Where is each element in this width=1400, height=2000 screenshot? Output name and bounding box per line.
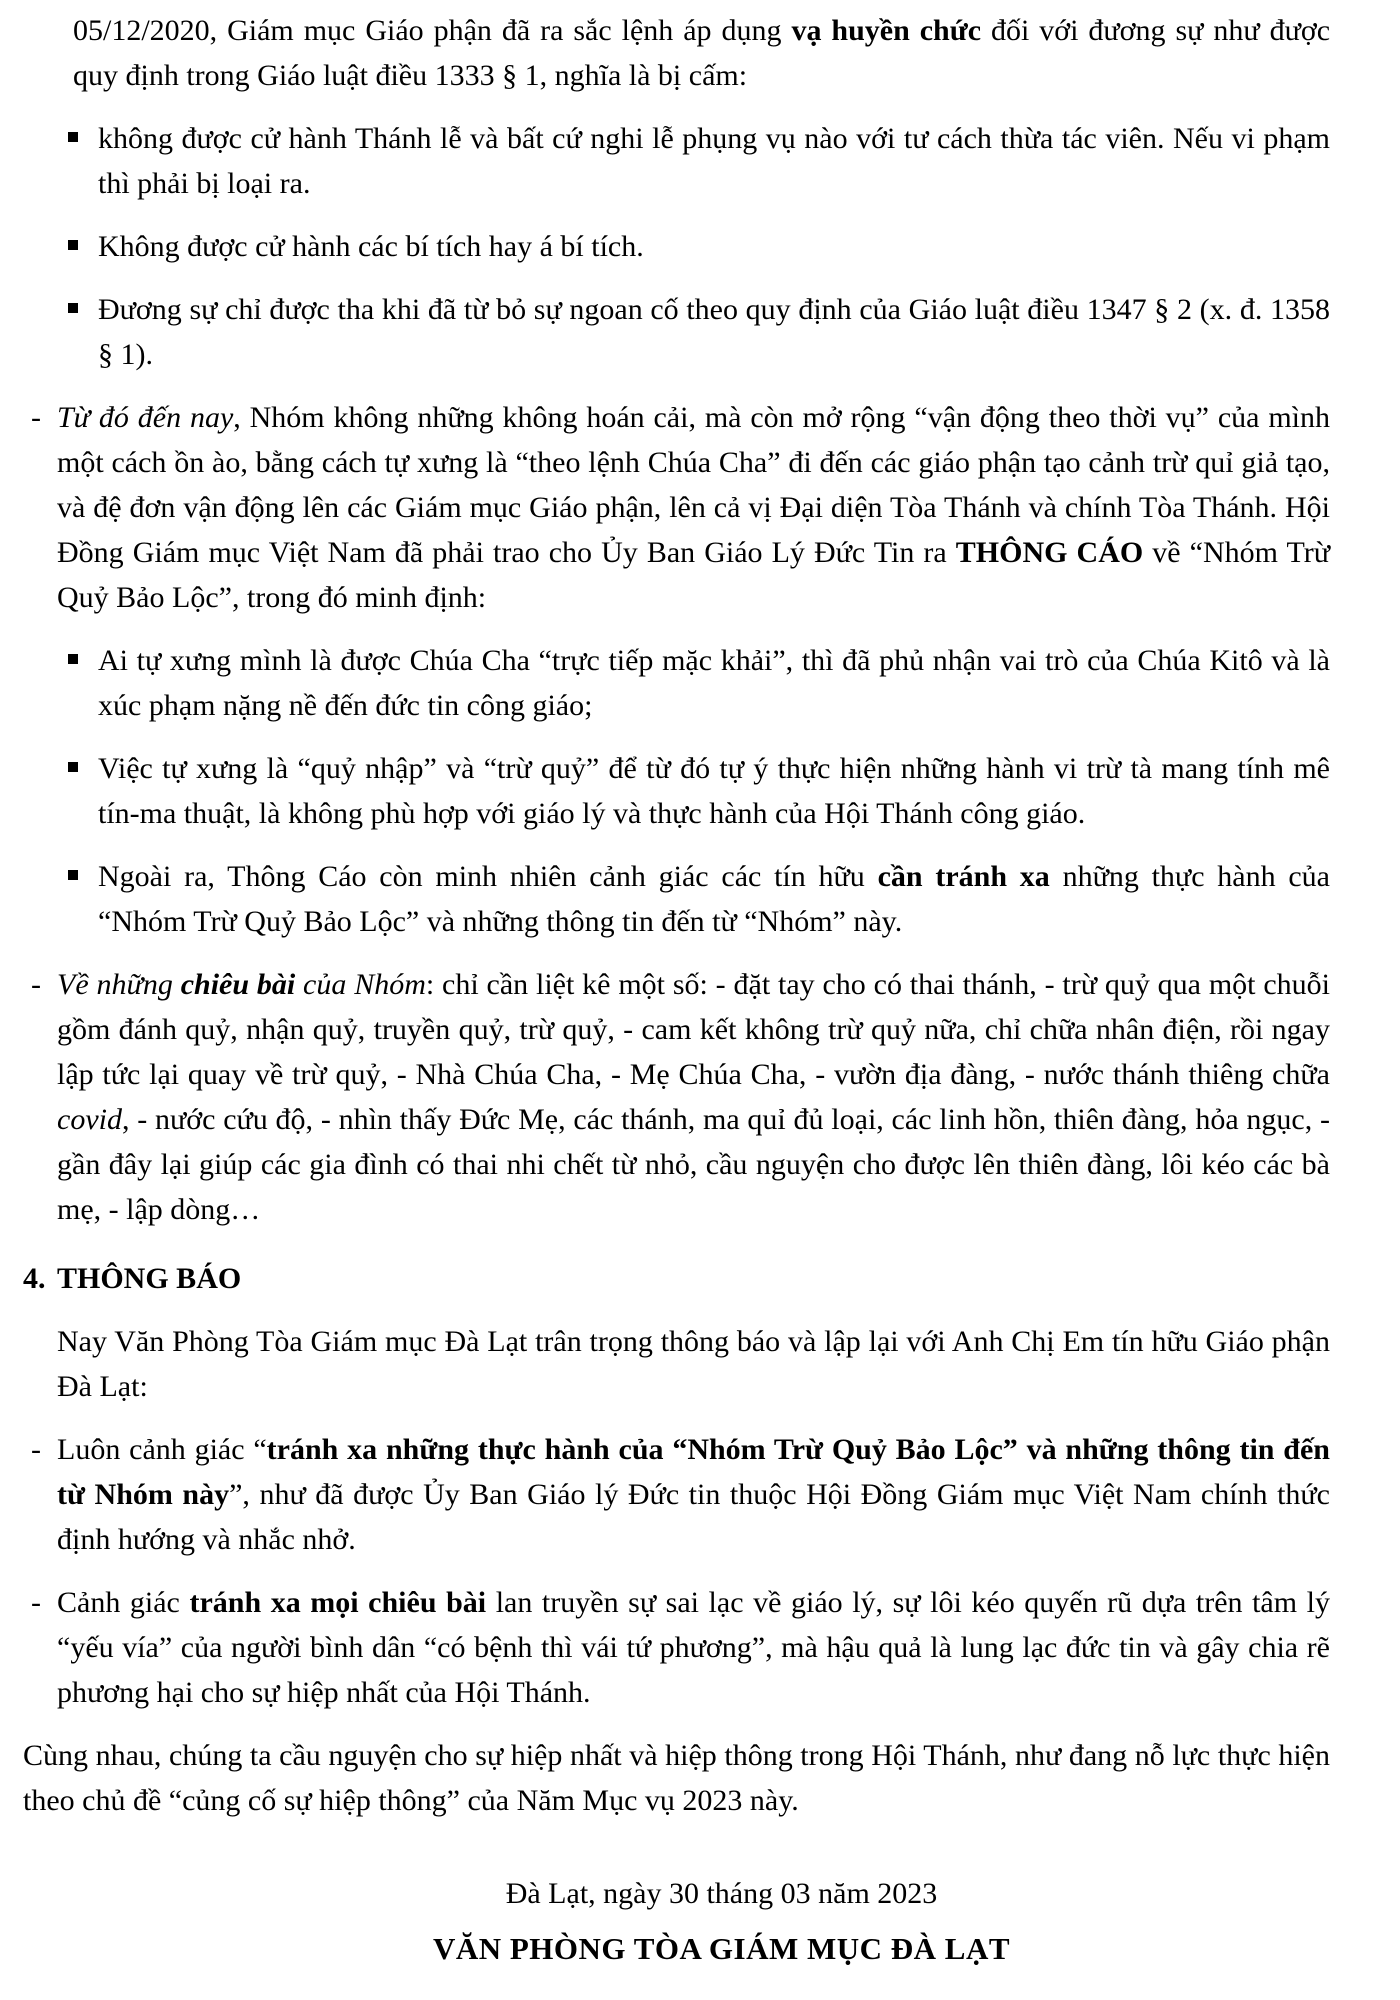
square-bullet-icon xyxy=(68,303,78,313)
dash-text xyxy=(57,1586,1330,1709)
text-segment: cần tránh xa xyxy=(877,860,1050,893)
signature-office-line xyxy=(23,1926,1330,1971)
dash-text xyxy=(57,401,1330,614)
text-segment: THÔNG CÁO xyxy=(955,536,1144,569)
text-segment: covid xyxy=(57,1103,122,1136)
dash-text xyxy=(57,1433,1330,1556)
text-segment: Đương sự chỉ được tha khi đã từ bỏ sự ngoan cố theo quy định của Giáo luật điều 1347 § 2 (x. đ. 1358 § 1). xyxy=(98,293,1330,371)
text-segment: Việc tự xưng là “quỷ nhập” và “trừ quỷ” để từ đó tự ý thực hiện những hành vi trừ tà mang tính mê tín-ma thuật, là không phù hợp với giáo lý và thực hành của Hội Thánh công giáo. xyxy=(98,752,1330,830)
dash-item-always-beware xyxy=(23,1427,1330,1562)
bullet-text xyxy=(98,644,1330,722)
square-bullet-icon xyxy=(68,654,78,664)
text-segment: ”, như đã được Ủy Ban Giáo lý Đức tin thuộc Hội Đồng Giám mục Việt Nam chính thức định hướng và nhắc nhở. xyxy=(57,1478,1330,1556)
text-segment: Ngoài ra, Thông Cáo còn minh nhiên cảnh giác các tín hữu xyxy=(98,860,878,893)
dash-icon: - xyxy=(31,1586,41,1619)
text-segment: : chỉ cần liệt kê một số: - đặt tay cho có thai thánh, - trừ quỷ qua một chuỗi gồm đánh quỷ, nhận quỷ, truyền quỷ, trừ quỷ, - cam kết không trừ quỷ nữa, chỉ chữa nhân điện, rồi ngay lập tức lại quay về trừ quỷ, - Nhà Chúa Cha, - Mẹ Chúa Cha, - vườn địa đàng, - nước thánh thiêng chữa xyxy=(57,968,1330,1091)
text-segment: Luôn cảnh giác “ xyxy=(57,1433,267,1466)
text-segment: Không được cử hành các bí tích hay á bí tích. xyxy=(98,230,644,263)
signature-date-line xyxy=(23,1871,1330,1916)
dash-icon: - xyxy=(31,1433,41,1466)
dash-item-tricks-list xyxy=(23,962,1330,1232)
bullet-text xyxy=(98,122,1330,200)
text-segment: Đà Lạt, ngày 30 tháng 03 năm 2023 xyxy=(505,1877,938,1910)
text-segment: của Nhóm xyxy=(295,968,426,1001)
bullet-text xyxy=(98,752,1330,830)
bullet-item-mass-ban xyxy=(23,116,1330,206)
text-segment: , Nhóm không những không hoán cải, mà còn mở rộng “vận động theo thời vụ” của mình một cách ồn ào, bằng cách tự xưng là “theo lệnh Chúa Cha” đi đến các giáo phận tạo cảnh trừ quỉ giả tạo, và đệ đơn vận động lên các Giám mục Giáo phận, lên cả vị Đại diện Tòa Thánh và chính Tòa Thánh. Hội Đồng Giám mục Việt Nam đã phải trao cho Ủy Ban Giáo Lý Đức Tin ra xyxy=(57,401,1330,569)
bullet-text xyxy=(98,230,644,263)
dash-icon: - xyxy=(31,968,41,1001)
text-segment: , - nước cứu độ, - nhìn thấy Đức Mẹ, các thánh, ma quỉ đủ loại, các linh hồn, thiên đàng, hỏa ngục, - gần đây lại giúp các gia đình có thai nhi chết từ nhỏ, cầu nguyện cho được lên thiên đàng, lôi kéo các bà mẹ, - lập dòng… xyxy=(57,1103,1330,1226)
text-segment: không được cử hành Thánh lễ và bất cứ nghi lễ phụng vụ nào với tư cách thừa tác viên. Nếu vi phạm thì phải bị loại ra. xyxy=(98,122,1330,200)
square-bullet-icon xyxy=(68,870,78,880)
paragraph-closing-prayer xyxy=(23,1733,1330,1823)
section-number: 4. xyxy=(23,1262,46,1295)
section-heading-announcement xyxy=(23,1256,1330,1301)
text-segment: vạ huyền chức xyxy=(791,14,982,47)
text-segment: Từ đó đến nay xyxy=(57,401,234,434)
text-segment: những thực hành của “Nhóm Trừ Quỷ Bảo Lộc” và những thông tin đến từ “Nhóm” này. xyxy=(98,860,1330,938)
text-segment: tránh xa mọi chiêu bài xyxy=(189,1586,487,1619)
bullet-text xyxy=(98,860,1330,938)
text-segment: về “Nhóm Trừ Quỷ Bảo Lộc”, trong đó minh định: xyxy=(57,536,1331,614)
text-segment: đối với đương sự như được quy định trong Giáo luật điều 1333 § 1, nghĩa là bị cấm: xyxy=(73,14,1331,92)
text-segment: Cùng nhau, chúng ta cầu nguyện cho sự hiệp nhất và hiệp thông trong Hội Thánh, như đang nỗ lực thực hiện theo chủ đề “củng cố sự hiệp thông” của Năm Mục vụ 2023 này. xyxy=(23,1739,1330,1817)
text-segment: VĂN PHÒNG TÒA GIÁM MỤC ĐÀ LẠT xyxy=(432,1931,1011,1966)
bullet-item-avoid-warning xyxy=(23,854,1330,944)
section-title xyxy=(57,1262,241,1295)
text-segment: lan truyền sự sai lạc về giáo lý, sự lôi kéo quyến rũ dựa trên tâm lý “yếu vía” của người bình dân “có bệnh thì vái tứ phương”, mà hậu quả là lung lạc đức tin và gây chia rẽ phương hại cho sự hiệp nhất của Hội Thánh. xyxy=(57,1586,1330,1709)
text-segment: chiêu bài xyxy=(180,968,296,1001)
dash-icon: - xyxy=(31,401,41,434)
text-segment: THÔNG BÁO xyxy=(57,1262,242,1295)
bullet-item-absolution-condition xyxy=(23,287,1330,377)
text-segment: Ai tự xưng mình là được Chúa Cha “trực tiếp mặc khải”, thì đã phủ nhận vai trò của Chúa Kitô và là xúc phạm nặng nề đến đức tin công giáo; xyxy=(98,644,1330,722)
square-bullet-icon xyxy=(68,762,78,772)
text-segment: Nay Văn Phòng Tòa Giám mục Đà Lạt trân trọng thông báo và lập lại với Anh Chị Em tín hữu Giáo phận Đà Lạt: xyxy=(57,1325,1330,1403)
bullet-item-sacraments-ban xyxy=(23,224,1330,269)
bullet-text xyxy=(98,293,1330,371)
square-bullet-icon xyxy=(68,132,78,142)
text-segment: Về những xyxy=(57,968,181,1001)
text-segment: 05/12/2020, Giám mục Giáo phận đã ra sắc lệnh áp dụng xyxy=(73,14,792,47)
bullet-item-self-revelation xyxy=(23,638,1330,728)
text-segment: tránh xa những thực hành của “Nhóm Trừ Quỷ Bảo Lộc” và những thông tin đến từ Nhóm này xyxy=(57,1433,1330,1511)
paragraph-announcement-intro xyxy=(23,1319,1330,1409)
square-bullet-icon xyxy=(68,240,78,250)
paragraph-decree xyxy=(23,8,1330,98)
dash-item-since-then xyxy=(23,395,1330,620)
dash-text xyxy=(57,968,1330,1226)
bullet-item-exorcism-superstition xyxy=(23,746,1330,836)
text-segment: Cảnh giác xyxy=(57,1586,190,1619)
dash-item-beware-tricks xyxy=(23,1580,1330,1715)
